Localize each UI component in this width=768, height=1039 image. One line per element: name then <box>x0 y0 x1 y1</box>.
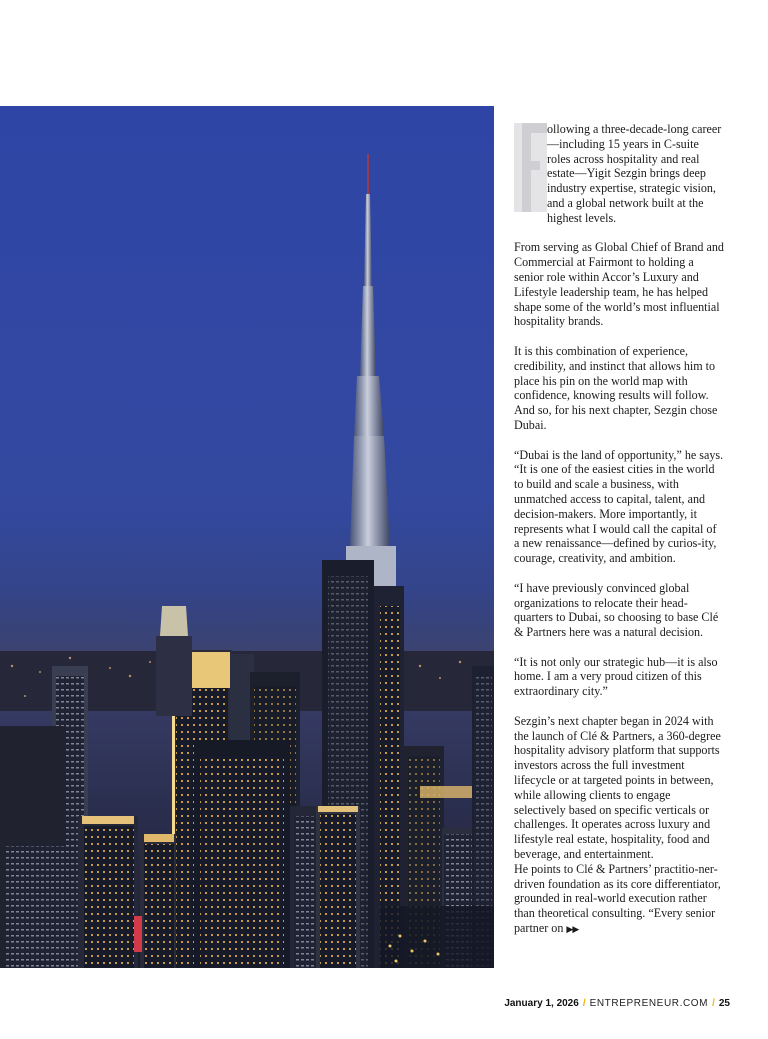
page-number: 25 <box>718 998 730 1009</box>
continue-arrows-icon: ▶▶ <box>566 924 579 935</box>
page-footer <box>504 998 730 1009</box>
article-paragraph-1: ollowing a three-decade-long career—including 15 years in C-suite roles across hospitality and real estate—Yigit Sezgin brings deep industry expertise, strategic vision, and a global network built at the highest levels. <box>547 122 722 225</box>
article-paragraph-7: Sezgin’s next chapter began in 2024 with the launch of Clé & Partners, a 360-degree hospitality advisory platform that supports investors across the full investment lifecycle or at targeted points in between, while allowing clients to engage selectively based on specific verticals or challenges. It operates across luxury and lifestyle real estate, hospitality, food and beverage, and entertainment. <box>514 713 721 862</box>
footer-separator: / <box>582 998 586 1009</box>
footer-separator-2: / <box>712 998 715 1009</box>
article-paragraph-4: “Dubai is the land of opportunity,” he says. “It is one of the easiest cities in the world to build and scale a business, with unmatched access to capital, talent, and decision-makers. More importantly, it represents what I would call the capital of a new renaissance—defined by curios-ity, courage, creativity, and ambition. <box>514 447 724 566</box>
issue-date: January 1, 2026 <box>504 998 579 1009</box>
article-paragraph-6: “It is not only our strategic hub—it is also home. I am a very proud citizen of this extraordinary city.” <box>514 654 718 699</box>
article-paragraph-3: It is this combination of experience, credibility, and instinct that allows him to place his pin on the world map with confidence, knowing results will follow. And so, for his next chapter, Sezgin chose Dubai. <box>514 343 718 432</box>
article-body <box>514 122 724 937</box>
site-name: ENTREPRENEUR.COM <box>589 998 709 1009</box>
article-paragraph-2: From serving as Global Chief of Brand and Commercial at Fairmont to holding a senior role within Accor’s Luxury and Lifestyle leadership team, he has helped shape some of the world’s most influential hospitality brands. <box>514 240 724 329</box>
skyline-photo <box>0 106 494 968</box>
dropcap-letter-f <box>514 123 547 212</box>
article-paragraph-8 <box>514 862 724 937</box>
dropcap-f-icon <box>514 123 547 212</box>
article-paragraph-5: “I have previously convinced global organizations to relocate their head-quarters to Dubai, so choosing to base Clé & Partners here was a natural decision. <box>514 580 719 640</box>
article-paragraph-8-text: He points to Clé & Partners’ practitio-ner-driven foundation as its core differentiator, grounded in real-world execution rather than theoretical consulting. “Every senior partner on <box>514 861 721 936</box>
dubai-skyline-illustration <box>0 106 494 968</box>
